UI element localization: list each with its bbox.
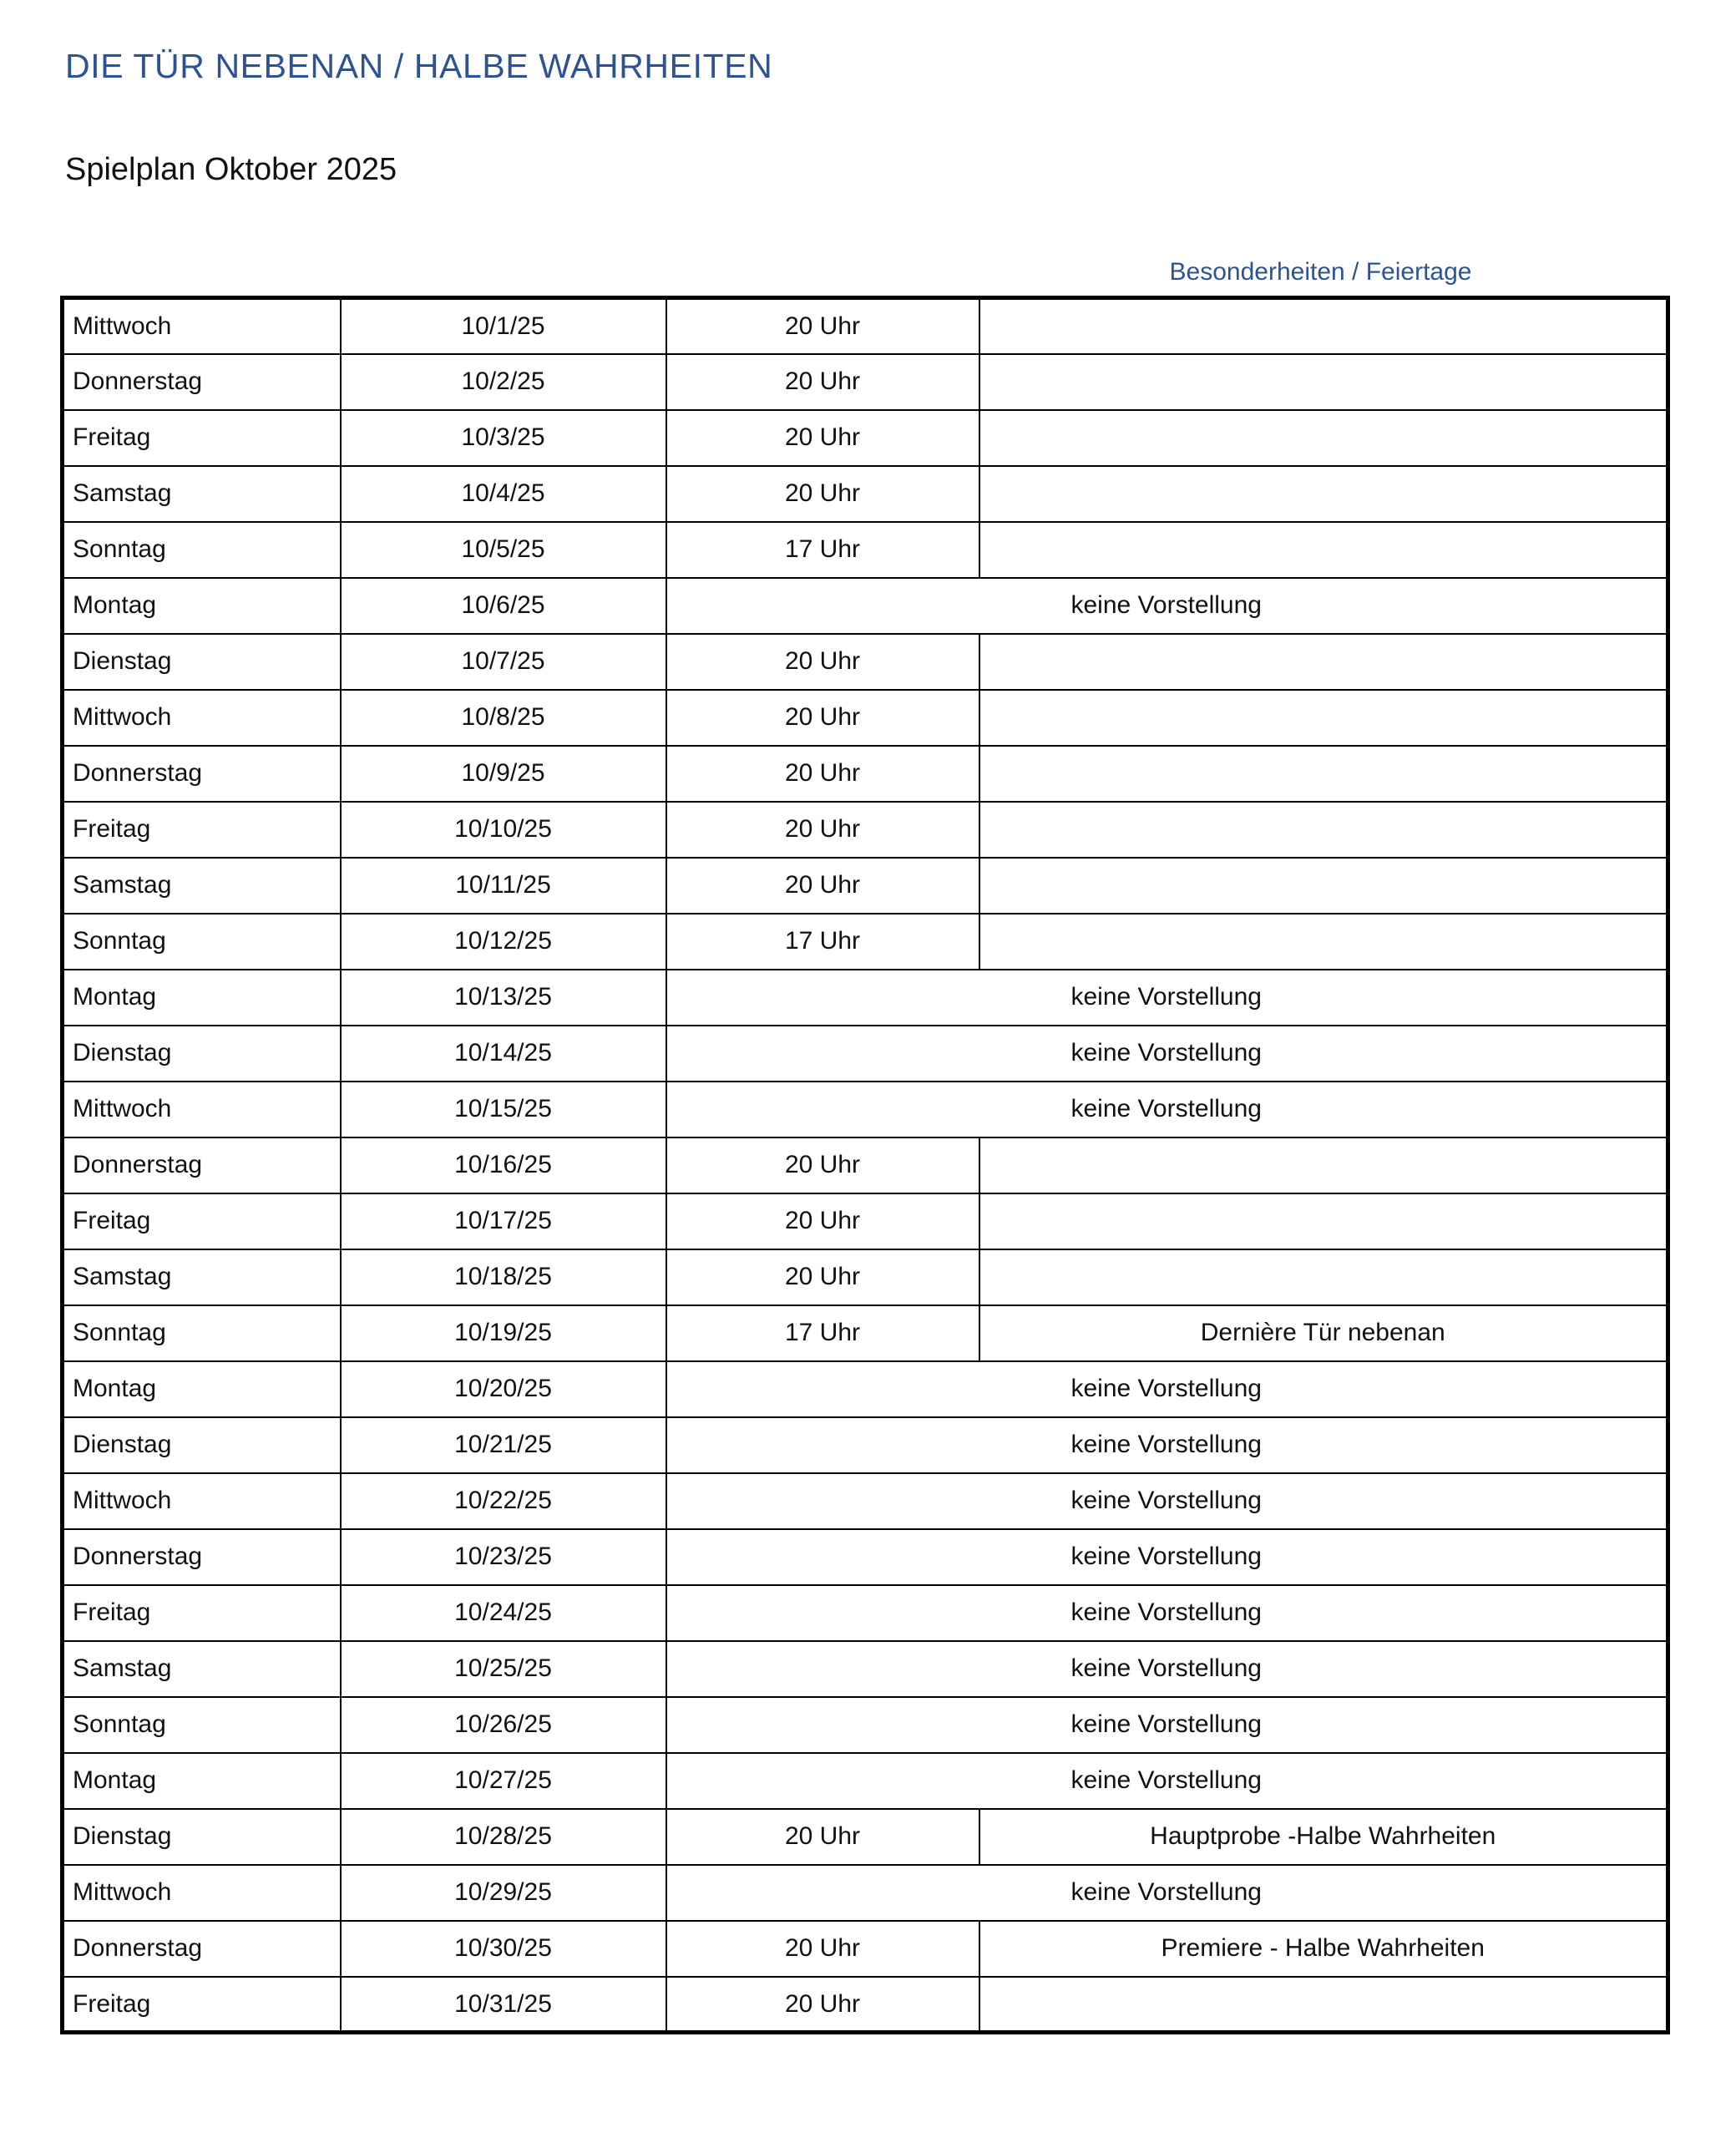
cell-weekday: Donnerstag — [63, 1921, 341, 1977]
schedule-table — [60, 296, 1670, 2034]
cell-note — [979, 858, 1668, 914]
cell-showtime: 20 Uhr — [666, 1193, 979, 1249]
cell-note — [979, 1249, 1668, 1305]
cell-weekday: Donnerstag — [63, 354, 341, 410]
cell-showtime: 20 Uhr — [666, 1977, 979, 2033]
cell-weekday: Mittwoch — [63, 1865, 341, 1921]
table-row — [63, 1305, 1668, 1361]
table-row — [63, 410, 1668, 466]
cell-note — [979, 298, 1668, 354]
cell-showtime: 17 Uhr — [666, 522, 979, 578]
table-row — [63, 746, 1668, 802]
page-title: DIE TÜR NEBENAN / HALBE WAHRHEITEN — [65, 47, 773, 85]
cell-date: 10/20/25 — [341, 1361, 666, 1417]
cell-showtime: 20 Uhr — [666, 690, 979, 746]
table-row — [63, 1529, 1668, 1585]
cell-date: 10/27/25 — [341, 1753, 666, 1809]
table-row — [63, 1809, 1668, 1865]
cell-date: 10/22/25 — [341, 1473, 666, 1529]
table-row — [63, 914, 1668, 970]
cell-showtime: 20 Uhr — [666, 634, 979, 690]
table-row — [63, 970, 1668, 1026]
cell-weekday: Dienstag — [63, 1809, 341, 1865]
cell-weekday: Montag — [63, 578, 341, 634]
table-row — [63, 578, 1668, 634]
cell-date: 10/24/25 — [341, 1585, 666, 1641]
cell-weekday: Mittwoch — [63, 690, 341, 746]
cell-date: 10/2/25 — [341, 354, 666, 410]
table-row — [63, 858, 1668, 914]
cell-date: 10/16/25 — [341, 1137, 666, 1193]
table-row — [63, 1977, 1668, 2033]
cell-date: 10/10/25 — [341, 802, 666, 858]
table-row — [63, 1417, 1668, 1473]
cell-note — [979, 354, 1668, 410]
cell-note — [979, 634, 1668, 690]
cell-weekday: Mittwoch — [63, 1473, 341, 1529]
cell-date: 10/25/25 — [341, 1641, 666, 1697]
cell-note — [979, 1193, 1668, 1249]
cell-showtime: 20 Uhr — [666, 1137, 979, 1193]
cell-no-performance: keine Vorstellung — [666, 1529, 1668, 1585]
cell-no-performance: keine Vorstellung — [666, 1082, 1668, 1137]
table-row — [63, 466, 1668, 522]
cell-note: Premiere - Halbe Wahrheiten — [979, 1921, 1668, 1977]
notes-column-heading: Besonderheiten / Feiertage — [1169, 258, 1472, 286]
cell-note — [979, 410, 1668, 466]
cell-note: Dernière Tür nebenan — [979, 1305, 1668, 1361]
cell-weekday: Sonntag — [63, 1305, 341, 1361]
cell-date: 10/28/25 — [341, 1809, 666, 1865]
schedule-table-body — [63, 298, 1668, 2033]
cell-no-performance: keine Vorstellung — [666, 1026, 1668, 1082]
table-row — [63, 1641, 1668, 1697]
cell-no-performance: keine Vorstellung — [666, 578, 1668, 634]
table-row — [63, 1361, 1668, 1417]
cell-weekday: Donnerstag — [63, 746, 341, 802]
cell-date: 10/1/25 — [341, 298, 666, 354]
cell-date: 10/6/25 — [341, 578, 666, 634]
cell-date: 10/18/25 — [341, 1249, 666, 1305]
table-row — [63, 1697, 1668, 1753]
table-row — [63, 1026, 1668, 1082]
cell-weekday: Donnerstag — [63, 1137, 341, 1193]
table-row — [63, 690, 1668, 746]
cell-date: 10/15/25 — [341, 1082, 666, 1137]
cell-note: Hauptprobe -Halbe Wahrheiten — [979, 1809, 1668, 1865]
cell-showtime: 17 Uhr — [666, 1305, 979, 1361]
cell-no-performance: keine Vorstellung — [666, 1753, 1668, 1809]
table-row — [63, 522, 1668, 578]
table-row — [63, 1753, 1668, 1809]
cell-date: 10/3/25 — [341, 410, 666, 466]
cell-date: 10/26/25 — [341, 1697, 666, 1753]
table-row — [63, 354, 1668, 410]
cell-weekday: Montag — [63, 1361, 341, 1417]
cell-note — [979, 1977, 1668, 2033]
cell-showtime: 20 Uhr — [666, 354, 979, 410]
cell-note — [979, 690, 1668, 746]
cell-weekday: Donnerstag — [63, 1529, 341, 1585]
cell-weekday: Samstag — [63, 466, 341, 522]
table-row — [63, 1921, 1668, 1977]
cell-date: 10/13/25 — [341, 970, 666, 1026]
cell-date: 10/11/25 — [341, 858, 666, 914]
cell-no-performance: keine Vorstellung — [666, 970, 1668, 1026]
cell-date: 10/30/25 — [341, 1921, 666, 1977]
cell-showtime: 20 Uhr — [666, 1809, 979, 1865]
cell-weekday: Dienstag — [63, 634, 341, 690]
table-row — [63, 1082, 1668, 1137]
cell-date: 10/14/25 — [341, 1026, 666, 1082]
cell-no-performance: keine Vorstellung — [666, 1697, 1668, 1753]
cell-weekday: Mittwoch — [63, 1082, 341, 1137]
cell-showtime: 20 Uhr — [666, 298, 979, 354]
cell-weekday: Samstag — [63, 1249, 341, 1305]
cell-showtime: 17 Uhr — [666, 914, 979, 970]
cell-date: 10/7/25 — [341, 634, 666, 690]
table-row — [63, 298, 1668, 354]
cell-weekday: Freitag — [63, 1193, 341, 1249]
table-row — [63, 1473, 1668, 1529]
cell-note — [979, 466, 1668, 522]
cell-date: 10/23/25 — [341, 1529, 666, 1585]
cell-no-performance: keine Vorstellung — [666, 1865, 1668, 1921]
cell-showtime: 20 Uhr — [666, 746, 979, 802]
table-row — [63, 1865, 1668, 1921]
cell-weekday: Freitag — [63, 410, 341, 466]
cell-weekday: Mittwoch — [63, 298, 341, 354]
cell-date: 10/9/25 — [341, 746, 666, 802]
cell-no-performance: keine Vorstellung — [666, 1585, 1668, 1641]
schedule-table-container — [60, 296, 1666, 2034]
cell-no-performance: keine Vorstellung — [666, 1473, 1668, 1529]
table-row — [63, 1137, 1668, 1193]
cell-note — [979, 746, 1668, 802]
cell-weekday: Montag — [63, 1753, 341, 1809]
cell-showtime: 20 Uhr — [666, 858, 979, 914]
cell-date: 10/4/25 — [341, 466, 666, 522]
cell-showtime: 20 Uhr — [666, 410, 979, 466]
cell-no-performance: keine Vorstellung — [666, 1361, 1668, 1417]
cell-date: 10/31/25 — [341, 1977, 666, 2033]
table-row — [63, 1249, 1668, 1305]
cell-date: 10/29/25 — [341, 1865, 666, 1921]
cell-showtime: 20 Uhr — [666, 1249, 979, 1305]
table-row — [63, 802, 1668, 858]
cell-weekday: Freitag — [63, 1585, 341, 1641]
page-subtitle: Spielplan Oktober 2025 — [65, 152, 397, 187]
cell-weekday: Samstag — [63, 1641, 341, 1697]
cell-weekday: Freitag — [63, 1977, 341, 2033]
cell-date: 10/8/25 — [341, 690, 666, 746]
cell-weekday: Sonntag — [63, 914, 341, 970]
cell-note — [979, 914, 1668, 970]
cell-weekday: Sonntag — [63, 522, 341, 578]
cell-no-performance: keine Vorstellung — [666, 1417, 1668, 1473]
cell-weekday: Dienstag — [63, 1026, 341, 1082]
cell-date: 10/19/25 — [341, 1305, 666, 1361]
cell-showtime: 20 Uhr — [666, 1921, 979, 1977]
cell-showtime: 20 Uhr — [666, 802, 979, 858]
cell-weekday: Freitag — [63, 802, 341, 858]
cell-note — [979, 522, 1668, 578]
cell-note — [979, 802, 1668, 858]
cell-weekday: Montag — [63, 970, 341, 1026]
cell-date: 10/12/25 — [341, 914, 666, 970]
table-row — [63, 634, 1668, 690]
cell-weekday: Samstag — [63, 858, 341, 914]
table-row — [63, 1585, 1668, 1641]
cell-date: 10/17/25 — [341, 1193, 666, 1249]
cell-no-performance: keine Vorstellung — [666, 1641, 1668, 1697]
cell-date: 10/5/25 — [341, 522, 666, 578]
table-row — [63, 1193, 1668, 1249]
cell-date: 10/21/25 — [341, 1417, 666, 1473]
cell-note — [979, 1137, 1668, 1193]
cell-weekday: Dienstag — [63, 1417, 341, 1473]
cell-weekday: Sonntag — [63, 1697, 341, 1753]
cell-showtime: 20 Uhr — [666, 466, 979, 522]
